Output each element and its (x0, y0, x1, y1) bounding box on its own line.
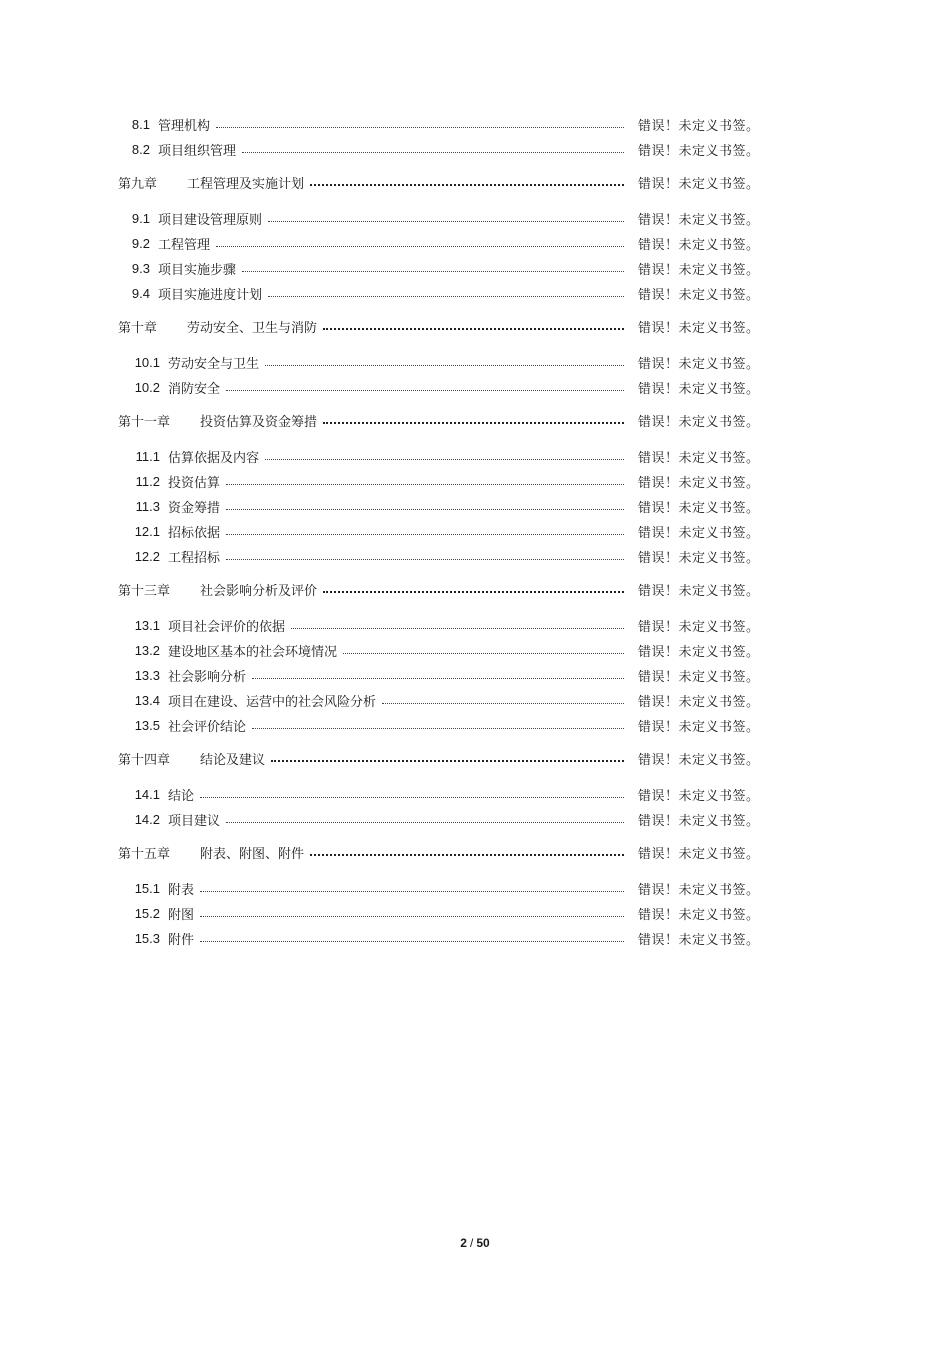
toc-entry-title: 项目实施进度计划 (158, 288, 263, 303)
toc-entry-title: 工程招标 (168, 551, 221, 566)
toc-entry-number: 10.1 (134, 355, 160, 370)
toc-entry-page-ref: 错误！未定义书签。 (638, 357, 760, 372)
dot-leader (323, 422, 624, 424)
dot-leader (226, 390, 624, 391)
toc-section-entry[interactable] (118, 713, 758, 738)
toc-section-entry[interactable] (118, 281, 758, 306)
toc-entry-page-ref: 错误！未定义书签。 (638, 883, 760, 898)
toc-entry-page-ref: 错误！未定义书签。 (638, 320, 760, 336)
toc-entry-page-ref: 错误！未定义书签。 (638, 583, 760, 599)
toc-entry-title: 结论 (168, 789, 195, 804)
toc-chapter-entry[interactable] (118, 839, 758, 865)
toc-entry-number: 9.1 (131, 211, 150, 226)
toc-entry-page-ref: 错误！未定义书签。 (638, 551, 760, 566)
toc-entry-title: 附表 (168, 883, 195, 898)
toc-entry-page-ref: 错误！未定义书签。 (638, 789, 760, 804)
dot-leader (216, 127, 624, 128)
total-pages: 50 (476, 1236, 490, 1250)
current-page-number: 2 (460, 1236, 467, 1250)
toc-section-entry[interactable] (118, 444, 758, 469)
toc-section-entry[interactable] (118, 926, 758, 951)
toc-entry-number: 第十四章 (118, 752, 171, 768)
toc-entry-page-ref: 错误！未定义书签。 (638, 720, 760, 735)
dot-leader (200, 891, 624, 892)
dot-leader (200, 941, 624, 942)
toc-entry-number: 第十三章 (118, 583, 171, 599)
dot-leader (291, 628, 624, 629)
toc-section-entry[interactable] (118, 469, 758, 494)
dot-leader (265, 365, 624, 366)
toc-entry-title: 项目社会评价的依据 (168, 620, 286, 635)
dot-leader (226, 559, 624, 560)
toc-entry-page-ref: 错误！未定义书签。 (638, 238, 760, 253)
toc-entry-title: 建设地区基本的社会环境情况 (168, 645, 338, 660)
toc-entry-page-ref: 错误！未定义书签。 (638, 119, 760, 134)
toc-entry-title: 劳动安全、卫生与消防 (187, 320, 318, 336)
toc-entry-title: 项目组织管理 (158, 144, 237, 159)
toc-entry-number: 11.1 (135, 449, 160, 464)
dot-leader (200, 916, 624, 917)
toc-entry-number: 12.2 (134, 549, 160, 564)
toc-section-entry[interactable] (118, 901, 758, 926)
toc-entry-page-ref: 错误！未定义书签。 (638, 752, 760, 768)
toc-section-entry[interactable] (118, 688, 758, 713)
toc-entry-number: 15.2 (134, 906, 160, 921)
toc-entry-number: 9.3 (131, 261, 150, 276)
toc-entry-page-ref: 错误！未定义书签。 (638, 814, 760, 829)
page-footer (0, 1236, 950, 1250)
toc-entry-page-ref: 错误！未定义书签。 (638, 451, 760, 466)
toc-entry-number: 第十章 (118, 320, 158, 336)
toc-entry-number: 10.2 (134, 380, 160, 395)
toc-entry-page-ref: 错误！未定义书签。 (638, 933, 760, 948)
toc-entry-number: 15.3 (134, 931, 160, 946)
dot-leader (382, 703, 624, 704)
dot-leader (323, 591, 624, 593)
toc-entry-title: 管理机构 (158, 119, 211, 134)
toc-section-entry[interactable] (118, 663, 758, 688)
toc-entry-number: 12.1 (134, 524, 160, 539)
toc-chapter-entry[interactable] (118, 313, 758, 339)
toc-entry-title: 结论及建议 (200, 752, 266, 768)
toc-section-entry[interactable] (118, 638, 758, 663)
toc-entry-page-ref: 错误！未定义书签。 (638, 288, 760, 303)
toc-entry-page-ref: 错误！未定义书签。 (638, 846, 760, 862)
toc-entry-page-ref: 错误！未定义书签。 (638, 670, 760, 685)
toc-entry-title: 投资估算 (168, 476, 221, 491)
toc-entry-page-ref: 错误！未定义书签。 (638, 695, 760, 710)
toc-chapter-entry[interactable] (118, 745, 758, 771)
page-separator: / (469, 1236, 474, 1250)
toc-entry-number: 8.2 (131, 142, 150, 157)
toc-entry-title: 估算依据及内容 (168, 451, 260, 466)
toc-entry-number: 14.2 (134, 812, 160, 827)
dot-leader (252, 728, 624, 729)
toc-entry-page-ref: 错误！未定义书签。 (638, 263, 760, 278)
toc-section-entry[interactable] (118, 137, 758, 162)
toc-entry-page-ref: 错误！未定义书签。 (638, 213, 760, 228)
toc-entry-title: 资金筹措 (168, 501, 221, 516)
toc-entry-page-ref: 错误！未定义书签。 (638, 382, 760, 397)
toc-entry-title: 投资估算及资金筹措 (200, 414, 318, 430)
dot-leader (343, 653, 624, 654)
toc-section-entry[interactable] (118, 375, 758, 400)
toc-section-entry[interactable] (118, 112, 758, 137)
toc-section-entry[interactable] (118, 494, 758, 519)
toc-entry-title: 社会影响分析 (168, 670, 247, 685)
toc-entry-title: 项目建设管理原则 (158, 213, 263, 228)
dot-leader (216, 246, 624, 247)
toc-section-entry[interactable] (118, 876, 758, 901)
toc-entry-title: 项目在建设、运营中的社会风险分析 (168, 695, 377, 710)
toc-section-entry[interactable] (118, 613, 758, 638)
dot-leader (242, 271, 624, 272)
toc-entry-number: 15.1 (134, 881, 160, 896)
toc-section-entry[interactable] (118, 231, 758, 256)
dot-leader (200, 797, 624, 798)
dot-leader (242, 152, 624, 153)
dot-leader (226, 509, 624, 510)
toc-entry-page-ref: 错误！未定义书签。 (638, 414, 760, 430)
toc-entry-page-ref: 错误！未定义书签。 (638, 620, 760, 635)
toc-chapter-entry[interactable] (118, 169, 758, 195)
toc-entry-number: 11.2 (135, 474, 160, 489)
toc-entry-number: 13.1 (134, 618, 160, 633)
toc-entry-title: 招标依据 (168, 526, 221, 541)
toc-entry-page-ref: 错误！未定义书签。 (638, 645, 760, 660)
toc-entry-number: 第九章 (118, 176, 158, 192)
toc-entry-number: 13.4 (134, 693, 160, 708)
toc-section-entry[interactable] (118, 350, 758, 375)
toc-entry-number: 11.3 (135, 499, 160, 514)
toc-entry-page-ref: 错误！未定义书签。 (638, 501, 760, 516)
toc-entry-number: 13.2 (134, 643, 160, 658)
dot-leader (226, 822, 624, 823)
toc-section-entry[interactable] (118, 544, 758, 569)
toc-entry-title: 工程管理 (158, 238, 211, 253)
toc-entry-title: 附表、附图、附件 (200, 846, 305, 862)
toc-chapter-entry[interactable] (118, 407, 758, 433)
toc-entry-title: 项目建议 (168, 814, 221, 829)
toc-entry-title: 附图 (168, 908, 195, 923)
toc-entry-number: 13.5 (134, 718, 160, 733)
toc-entry-title: 消防安全 (168, 382, 221, 397)
toc-entry-page-ref: 错误！未定义书签。 (638, 908, 760, 923)
toc-entry-number: 9.4 (131, 286, 150, 301)
toc-entry-number: 8.1 (131, 117, 150, 132)
dot-leader (226, 484, 624, 485)
toc-section-entry[interactable] (118, 256, 758, 281)
toc-entry-page-ref: 错误！未定义书签。 (638, 144, 760, 159)
toc-entry-page-ref: 错误！未定义书签。 (638, 176, 760, 192)
dot-leader (226, 534, 624, 535)
toc-entry-number: 第十五章 (118, 846, 171, 862)
toc-entry-number: 13.3 (134, 668, 160, 683)
toc-section-entry[interactable] (118, 519, 758, 544)
dot-leader (268, 221, 624, 222)
dot-leader (271, 760, 624, 762)
toc-section-entry[interactable] (118, 807, 758, 832)
toc-chapter-entry[interactable] (118, 576, 758, 602)
toc-entry-title: 工程管理及实施计划 (187, 176, 305, 192)
dot-leader (323, 328, 624, 330)
toc-entry-number: 14.1 (134, 787, 160, 802)
toc-entry-title: 附件 (168, 933, 195, 948)
toc-entry-page-ref: 错误！未定义书签。 (638, 476, 760, 491)
toc-entry-title: 项目实施步骤 (158, 263, 237, 278)
dot-leader (252, 678, 624, 679)
toc-section-entry[interactable] (118, 782, 758, 807)
toc-entry-title: 社会影响分析及评价 (200, 583, 318, 599)
toc-entry-title: 劳动安全与卫生 (168, 357, 260, 372)
toc-section-entry[interactable] (118, 206, 758, 231)
toc-entry-number: 9.2 (131, 236, 150, 251)
table-of-contents (118, 112, 758, 951)
toc-entry-page-ref: 错误！未定义书签。 (638, 526, 760, 541)
toc-entry-title: 社会评价结论 (168, 720, 247, 735)
dot-leader (268, 296, 624, 297)
dot-leader (310, 854, 624, 856)
toc-entry-number: 第十一章 (118, 414, 171, 430)
dot-leader (310, 184, 624, 186)
dot-leader (265, 459, 624, 460)
